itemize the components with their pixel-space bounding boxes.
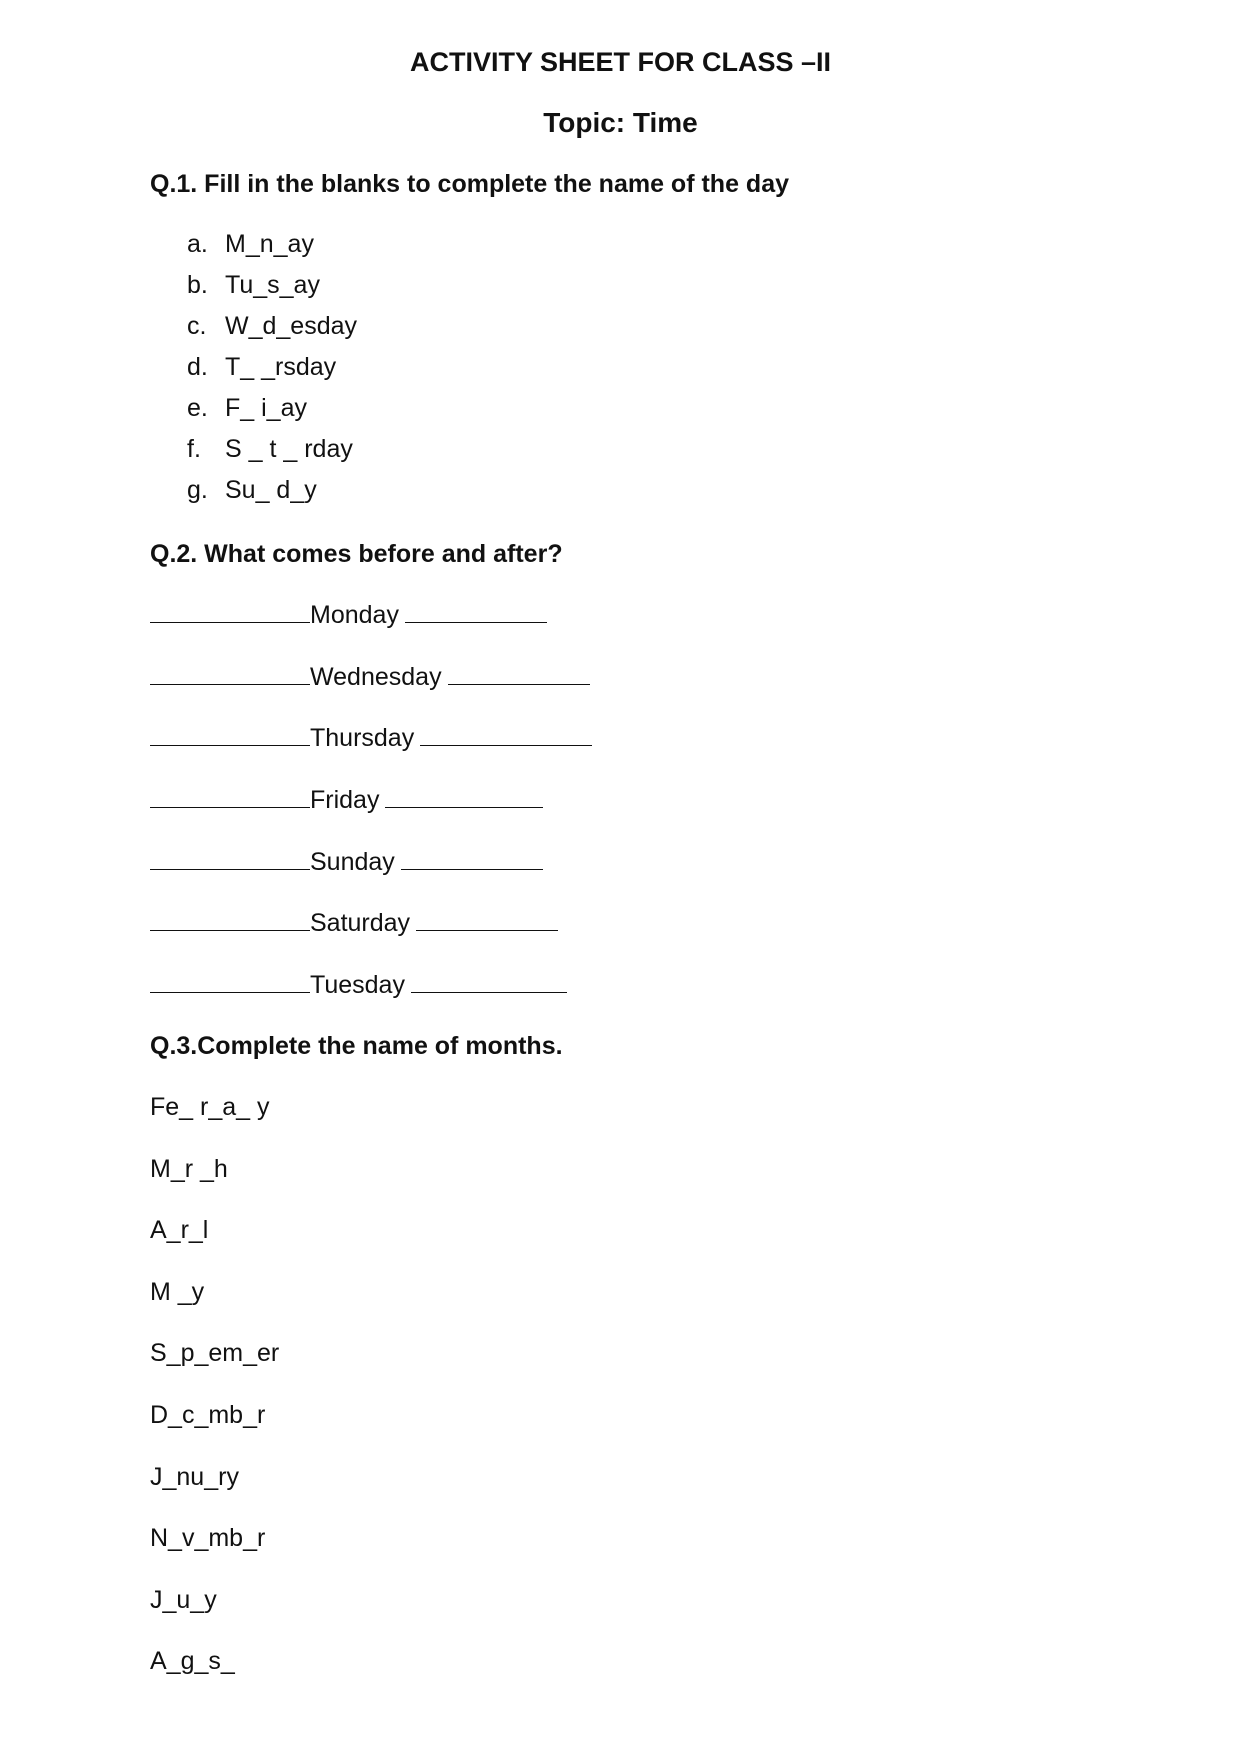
month-item: N_v_mb_r [150, 1524, 266, 1553]
list-item [187, 351, 357, 392]
list-item [187, 433, 357, 474]
month-item: M_r _h [150, 1154, 228, 1183]
question-1-list [187, 228, 357, 515]
list-item [187, 228, 357, 269]
month-item: D_c_mb_r [150, 1400, 266, 1429]
after-blank[interactable] [401, 845, 543, 870]
item-marker: f. [187, 435, 201, 463]
after-blank[interactable] [420, 721, 592, 746]
list-item [187, 474, 357, 515]
question-3-heading: Q.3.Complete the name of months. [150, 1032, 563, 1060]
before-blank[interactable] [150, 598, 310, 623]
item-marker: c. [187, 312, 207, 340]
day-name: Sunday [310, 847, 395, 876]
day-row [150, 783, 592, 845]
after-blank[interactable] [411, 968, 567, 993]
before-blank[interactable] [150, 845, 310, 870]
item-marker: d. [187, 353, 208, 381]
item-text: M_n_ay [225, 230, 314, 258]
month-item: Fe_ r_a_ y [150, 1093, 270, 1121]
after-blank[interactable] [385, 783, 543, 808]
before-blank[interactable] [150, 783, 310, 808]
day-row [150, 845, 592, 907]
day-name: Monday [310, 601, 399, 629]
list-item [187, 310, 357, 351]
day-name: Wednesday [310, 662, 442, 691]
after-blank[interactable] [448, 660, 590, 685]
item-text: F_ i_ay [225, 394, 307, 422]
item-text: Su_ d_y [225, 476, 317, 504]
day-row [150, 968, 592, 1030]
item-marker: a. [187, 230, 208, 258]
month-item: J_nu_ry [150, 1462, 239, 1491]
day-name: Friday [310, 786, 380, 815]
item-text: W_d_esday [225, 312, 358, 340]
topic-heading: Topic: Time [543, 107, 698, 138]
question-2-list [150, 598, 592, 1030]
before-blank[interactable] [150, 906, 310, 931]
day-row [150, 906, 592, 968]
day-name: Thursday [310, 724, 415, 753]
list-item [187, 392, 357, 433]
before-blank[interactable] [150, 721, 310, 746]
item-text: T_ _rsday [225, 353, 337, 381]
after-blank[interactable] [405, 598, 547, 623]
item-marker: b. [187, 271, 208, 299]
item-text: Tu_s_ay [225, 271, 320, 299]
item-text: S _ t _ rday [225, 435, 353, 463]
item-marker: e. [187, 394, 208, 422]
day-row [150, 598, 592, 660]
month-item: J_u_y [150, 1585, 217, 1614]
month-item: S_p_em_er [150, 1339, 280, 1368]
month-item: A_g_s_ [150, 1647, 235, 1676]
month-item: A_r_l [150, 1216, 209, 1245]
day-row [150, 660, 592, 722]
day-row [150, 721, 592, 783]
sheet-title: ACTIVITY SHEET FOR CLASS –II [409, 47, 832, 77]
question-2-heading: Q.2. What comes before and after? [150, 540, 563, 568]
day-name: Saturday [310, 909, 411, 938]
day-name: Tuesday [310, 971, 405, 1000]
question-1-heading: Q.1. Fill in the blanks to complete the name of the day [150, 170, 790, 198]
before-blank[interactable] [150, 660, 310, 685]
month-item: M _y [150, 1277, 205, 1306]
after-blank[interactable] [416, 906, 558, 931]
before-blank[interactable] [150, 968, 310, 993]
question-3-list [150, 1091, 279, 1707]
list-item [187, 269, 357, 310]
item-marker: g. [187, 476, 208, 504]
